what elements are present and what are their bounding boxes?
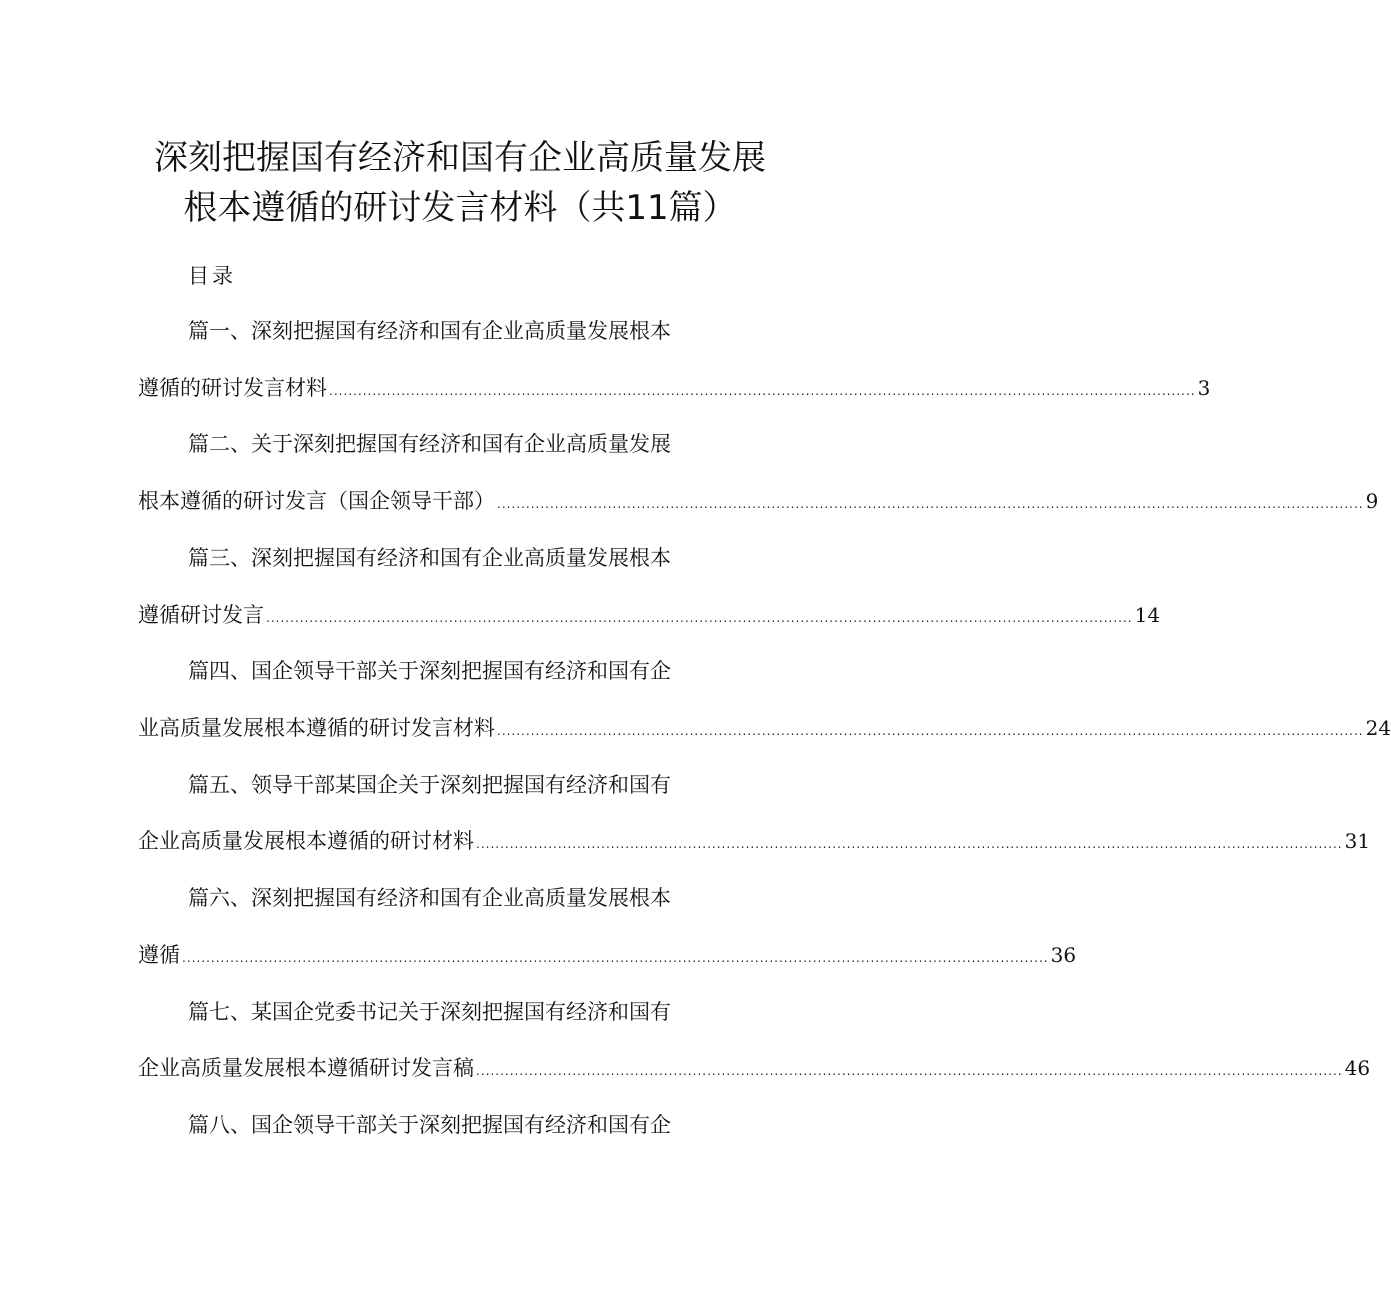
toc-leader-dots: ....................................................................................................................................................................................: [329, 384, 1196, 398]
toc-entry-text: 遵循: [138, 943, 180, 967]
toc-entry-6-title[interactable]: 篇六、深刻把握国有经济和国有企业高质量发展根本: [188, 886, 671, 910]
toc-entry-7-title[interactable]: 篇七、某国企党委书记关于深刻把握国有经济和国有: [188, 1000, 671, 1024]
toc-entry-text: 遵循研讨发言: [138, 603, 264, 627]
toc-page-number: 46: [1344, 1056, 1371, 1080]
toc-entry-8-title[interactable]: 篇八、国企领导干部关于深刻把握国有经济和国有企: [188, 1113, 671, 1137]
toc-page-number: 9: [1365, 489, 1379, 513]
toc-entry-4-continuation[interactable]: [138, 713, 1391, 743]
document-title-line-2: 根本遵循的研讨发言材料（共11篇）: [183, 188, 737, 228]
toc-entry-2-title[interactable]: 篇二、关于深刻把握国有经济和国有企业高质量发展: [188, 432, 671, 456]
toc-entry-text: 遵循的研讨发言材料: [138, 376, 327, 400]
toc-entry-2-continuation[interactable]: [138, 486, 1379, 516]
toc-entry-text: 根本遵循的研讨发言（国企领导干部）: [138, 489, 495, 513]
toc-heading: 目录: [188, 264, 236, 288]
toc-entry-text: 企业高质量发展根本遵循研讨发言稿: [138, 1056, 474, 1080]
toc-entry-4-title[interactable]: 篇四、国企领导干部关于深刻把握国有经济和国有企: [188, 659, 671, 683]
toc-entry-1-title[interactable]: 篇一、深刻把握国有经济和国有企业高质量发展根本: [188, 319, 671, 343]
toc-page-number: 36: [1050, 943, 1077, 967]
toc-leader-dots: ....................................................................................................................................................................................: [497, 497, 1364, 511]
document-title-line-1: 深刻把握国有经济和国有企业高质量发展: [154, 138, 766, 178]
toc-entry-6-continuation[interactable]: [138, 940, 1077, 970]
toc-page-number: 14: [1134, 603, 1161, 627]
toc-leader-dots: ....................................................................................................................................................................................: [476, 837, 1343, 851]
toc-page-number: 3: [1197, 376, 1211, 400]
toc-entry-5-continuation[interactable]: [138, 826, 1371, 856]
toc-leader-dots: ....................................................................................................................................................................................: [266, 611, 1133, 625]
toc-entry-7-continuation[interactable]: [138, 1053, 1371, 1083]
toc-leader-dots: ....................................................................................................................................................................................: [182, 951, 1049, 965]
toc-entry-text: 业高质量发展根本遵循的研讨发言材料: [138, 716, 495, 740]
toc-entry-1-continuation[interactable]: [138, 373, 1211, 403]
toc-leader-dots: ....................................................................................................................................................................................: [476, 1064, 1343, 1078]
toc-entry-text: 企业高质量发展根本遵循的研讨材料: [138, 829, 474, 853]
toc-entry-5-title[interactable]: 篇五、领导干部某国企关于深刻把握国有经济和国有: [188, 773, 671, 797]
toc-entry-3-continuation[interactable]: [138, 600, 1161, 630]
toc-entry-3-title[interactable]: 篇三、深刻把握国有经济和国有企业高质量发展根本: [188, 546, 671, 570]
toc-page-number: 24: [1365, 716, 1391, 740]
toc-leader-dots: ....................................................................................................................................................................................: [497, 724, 1364, 738]
toc-page-number: 31: [1344, 829, 1371, 853]
